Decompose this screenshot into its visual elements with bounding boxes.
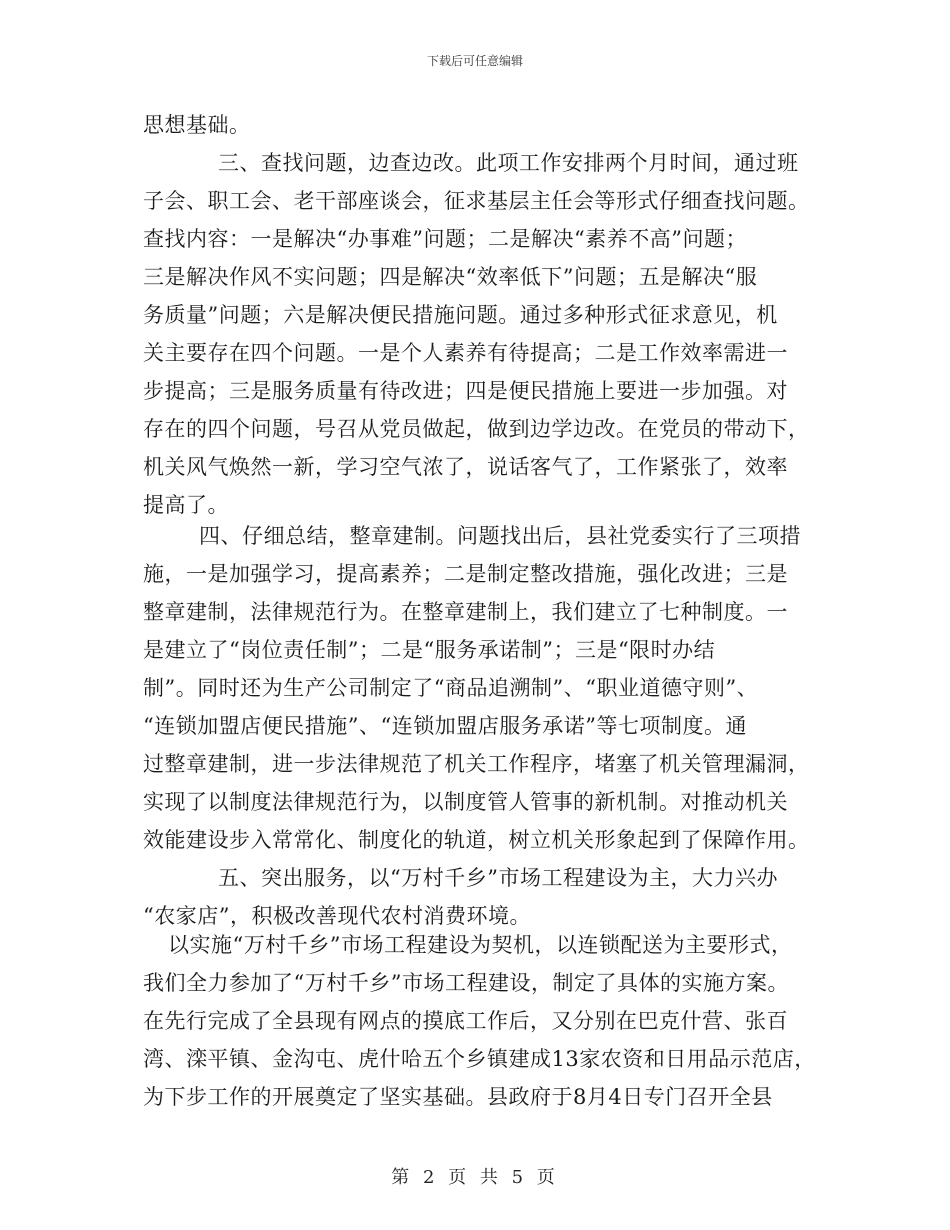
text-line: 存在的四个问题，号召从党员做起，做到边学边改。在党员的带动下， — [143, 417, 810, 441]
text-line: 提高了。 — [143, 493, 229, 517]
text-line: 关主要存在四个问题。一是个人素养有待提高；二是工作效率需进一 — [143, 341, 788, 365]
text-line: 在先行完成了全县现有网点的摸底工作后，又分别在巴克什营、张百 — [143, 1009, 788, 1033]
text-line: 是建立了“岗位责任制”；二是“服务承诺制”；三是“限时办结 — [143, 638, 716, 662]
text-line: “连锁加盟店便民措施”、“连锁加盟店服务承诺”等七项制度。通 — [143, 714, 747, 738]
text-line: 务质量”问题；六是解决便民措施问题。通过多种形式征求意见，机 — [143, 303, 778, 327]
text-line: 湾、滦平镇、金沟屯、虎什哈五个乡镇建成13家农资和日用品示范店， — [143, 1047, 816, 1071]
text-line: 三、查找问题，边查边改。此项工作安排两个月时间，通过班 — [218, 151, 799, 175]
text-line: 为下步工作的开展奠定了坚实基础。县政府于8月4日专门召开全县 — [143, 1085, 773, 1109]
text-line: 效能建设步入常常化、制度化的轨道，树立机关形象起到了保障作用。 — [143, 828, 810, 852]
text-line: 三是解决作风不实问题；四是解决“效率低下”问题；五是解决“服 — [143, 265, 758, 289]
text-line: 制”。同时还为生产公司制定了“商品追溯制”、“职业道德守则”、 — [143, 676, 759, 700]
text-line: “农家店”，积极改善现代农村消费环境。 — [143, 904, 531, 928]
text-line: 我们全力参加了“万村千乡”市场工程建设，制定了具体的实施方案。 — [143, 971, 789, 995]
text-line: 实现了以制度法律规范行为，以制度管人管事的新机制。对推动机关 — [143, 790, 788, 814]
text-line: 思想基础。 — [143, 113, 251, 137]
text-line: 五、突出服务，以“万村千乡”市场工程建设为主，大力兴办 — [218, 866, 778, 890]
text-line: 施，一是加强学习，提高素养；二是制定整改措施，强化改进；三是 — [143, 562, 788, 586]
text-line: 机关风气焕然一新，学习空气浓了，说话客气了，工作紧张了，效率 — [143, 455, 788, 479]
text-line: 整章建制，法律规范行为。在整章建制上，我们建立了七种制度。一 — [143, 600, 788, 624]
text-line: 四、仔细总结，整章建制。问题找出后，县社党委实行了三项措 — [199, 524, 801, 548]
page-header: 下载后可任意编辑 — [426, 54, 523, 68]
text-line: 子会、职工会、老干部座谈会，征求基层主任会等形式仔细查找问题。 — [143, 189, 810, 213]
text-line: 以实施“万村千乡”市场工程建设为契机，以连锁配送为主要形式， — [168, 933, 793, 957]
text-line: 查找内容：一是解决“办事难”问题；二是解决“素养不高”问题； — [143, 227, 747, 251]
text-line: 过整章建制，进一步法律规范了机关工作程序，堵塞了机关管理漏洞， — [143, 752, 810, 776]
page-footer: 第 2 页 共 5 页 — [391, 1167, 559, 1188]
text-line: 步提高；三是服务质量有待改进；四是便民措施上要进一步加强。对 — [143, 379, 788, 403]
